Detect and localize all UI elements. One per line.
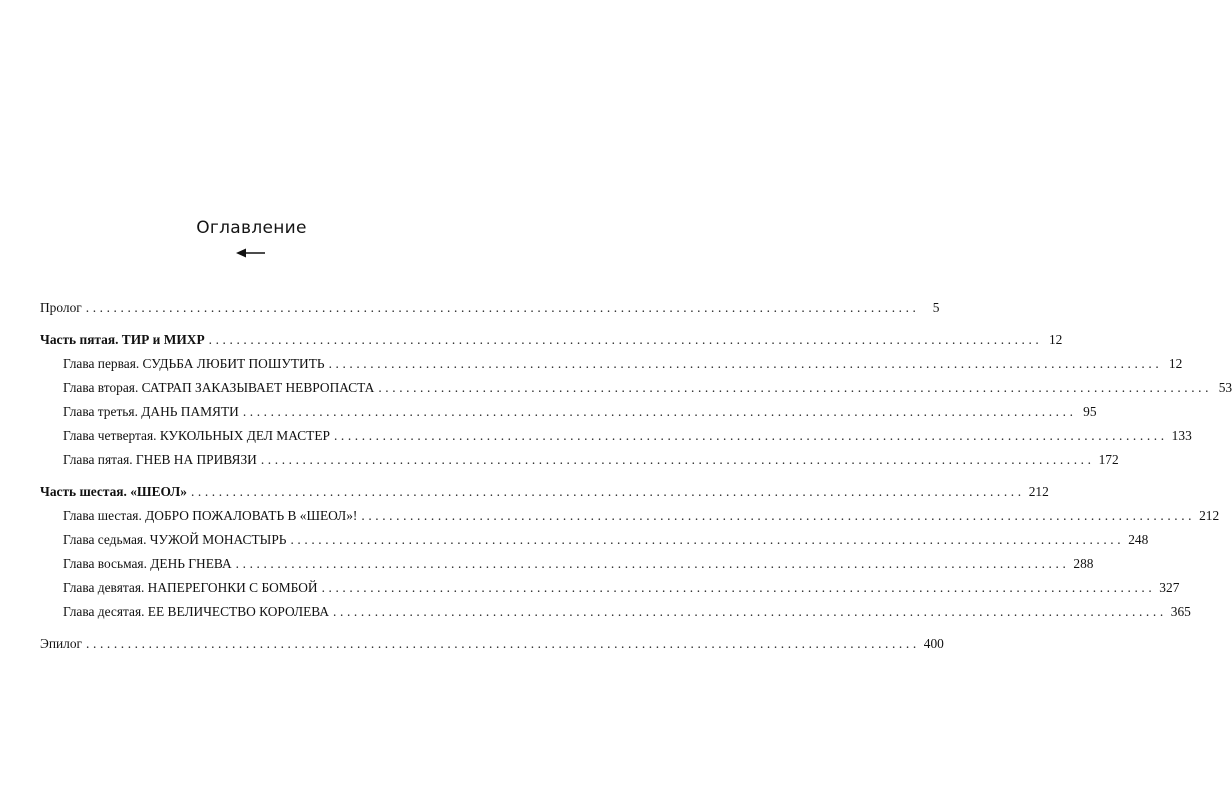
dot-leader: ........................................................................................................................ (260, 452, 1095, 467)
toc-entry-chapter-10[interactable] (40, 600, 1191, 624)
toc-entry-page: 172 (1098, 452, 1119, 467)
dot-leader: ........................................................................................................................ (290, 532, 1125, 547)
toc-entry-page: 400 (923, 636, 944, 651)
toc-entry-page: 12 (1168, 356, 1183, 371)
dot-leader: ........................................................................................................................ (208, 332, 1043, 347)
toc-entry-title: Глава восьмая. ДЕНЬ ГНЕВА (63, 556, 232, 571)
toc-entry-title: Глава девятая. НАПЕРЕГОНКИ С БОМБОЙ (63, 580, 318, 595)
toc-entry-page: 53 (1218, 380, 1232, 395)
dot-leader: ........................................................................................................................ (86, 636, 920, 651)
left-arrow-icon (236, 247, 266, 259)
table-of-contents (40, 296, 1232, 656)
dot-leader: ........................................................................................................................ (242, 404, 1077, 419)
toc-entry-title: Глава седьмая. ЧУЖОЙ МОНАСТЫРЬ (63, 532, 287, 547)
dot-leader: ........................................................................................................................ (333, 604, 1167, 619)
toc-entry-title: Глава пятая. ГНЕВ НА ПРИВЯЗИ (63, 452, 257, 467)
toc-entry-chapter-4[interactable] (40, 424, 1192, 448)
dot-leader: ........................................................................................................................ (321, 580, 1156, 595)
toc-entry-title: Эпилог (40, 636, 83, 651)
toc-entry-page: 212 (1199, 508, 1220, 523)
toc-entry-chapter-7[interactable] (40, 528, 1149, 552)
toc-entry-page: 288 (1073, 556, 1094, 571)
toc-entry-title: Глава третья. ДАНЬ ПАМЯТИ (63, 404, 239, 419)
toc-entry-epilogue[interactable] (40, 632, 944, 656)
toc-entry-page: 212 (1028, 484, 1049, 499)
toc-entry-chapter-8[interactable] (40, 552, 1094, 576)
dot-leader: ........................................................................................................................ (85, 300, 920, 315)
toc-entry-title: Глава десятая. ЕЕ ВЕЛИЧЕСТВО КОРОЛЕВА (63, 604, 330, 619)
toc-entry-chapter-9[interactable] (40, 576, 1180, 600)
toc-entry-chapter-5[interactable] (40, 448, 1119, 472)
toc-entry-title: Часть шестая. «ШЕОЛ» (40, 484, 187, 499)
toc-entry-page: 5 (932, 300, 940, 315)
toc-heading: Оглавление (196, 218, 307, 238)
toc-entry-chapter-1[interactable] (40, 352, 1183, 376)
toc-entry-title: Глава первая. СУДЬБА ЛЮБИТ ПОШУТИТЬ (63, 356, 325, 371)
dot-leader: ........................................................................................................................ (333, 428, 1168, 443)
dot-leader: ........................................................................................................................ (328, 356, 1163, 371)
toc-entry-title: Глава четвертая. КУКОЛЬНЫХ ДЕЛ МАСТЕР (63, 428, 330, 443)
toc-entry-part-5[interactable] (40, 328, 1063, 352)
dot-leader: ........................................................................................................................ (378, 380, 1213, 395)
toc-entry-part-6[interactable] (40, 480, 1049, 504)
toc-entry-title: Часть пятая. ТИР и МИХР (40, 332, 205, 347)
toc-entry-title: Глава вторая. САТРАП ЗАКАЗЫВАЕТ НЕВРОПАСТА (63, 380, 375, 395)
dot-leader: ........................................................................................................................ (190, 484, 1025, 499)
dot-leader: ........................................................................................................................ (361, 508, 1196, 523)
toc-entry-chapter-6[interactable] (40, 504, 1220, 528)
toc-entry-chapter-2[interactable] (40, 376, 1232, 400)
toc-entry-page: 248 (1128, 532, 1149, 547)
toc-entry-page: 12 (1048, 332, 1063, 347)
toc-entry-page: 133 (1171, 428, 1192, 443)
toc-entry-page: 95 (1083, 404, 1097, 419)
toc-entry-chapter-3[interactable] (40, 400, 1097, 424)
toc-entry-title: Глава шестая. ДОБРО ПОЖАЛОВАТЬ В «ШЕОЛ»! (63, 508, 358, 523)
toc-entry-page: 365 (1170, 604, 1191, 619)
toc-entry-title: Пролог (40, 300, 82, 315)
toc-entry-prologue[interactable] (40, 296, 940, 320)
toc-entry-page: 327 (1159, 580, 1180, 595)
dot-leader: ........................................................................................................................ (235, 556, 1070, 571)
